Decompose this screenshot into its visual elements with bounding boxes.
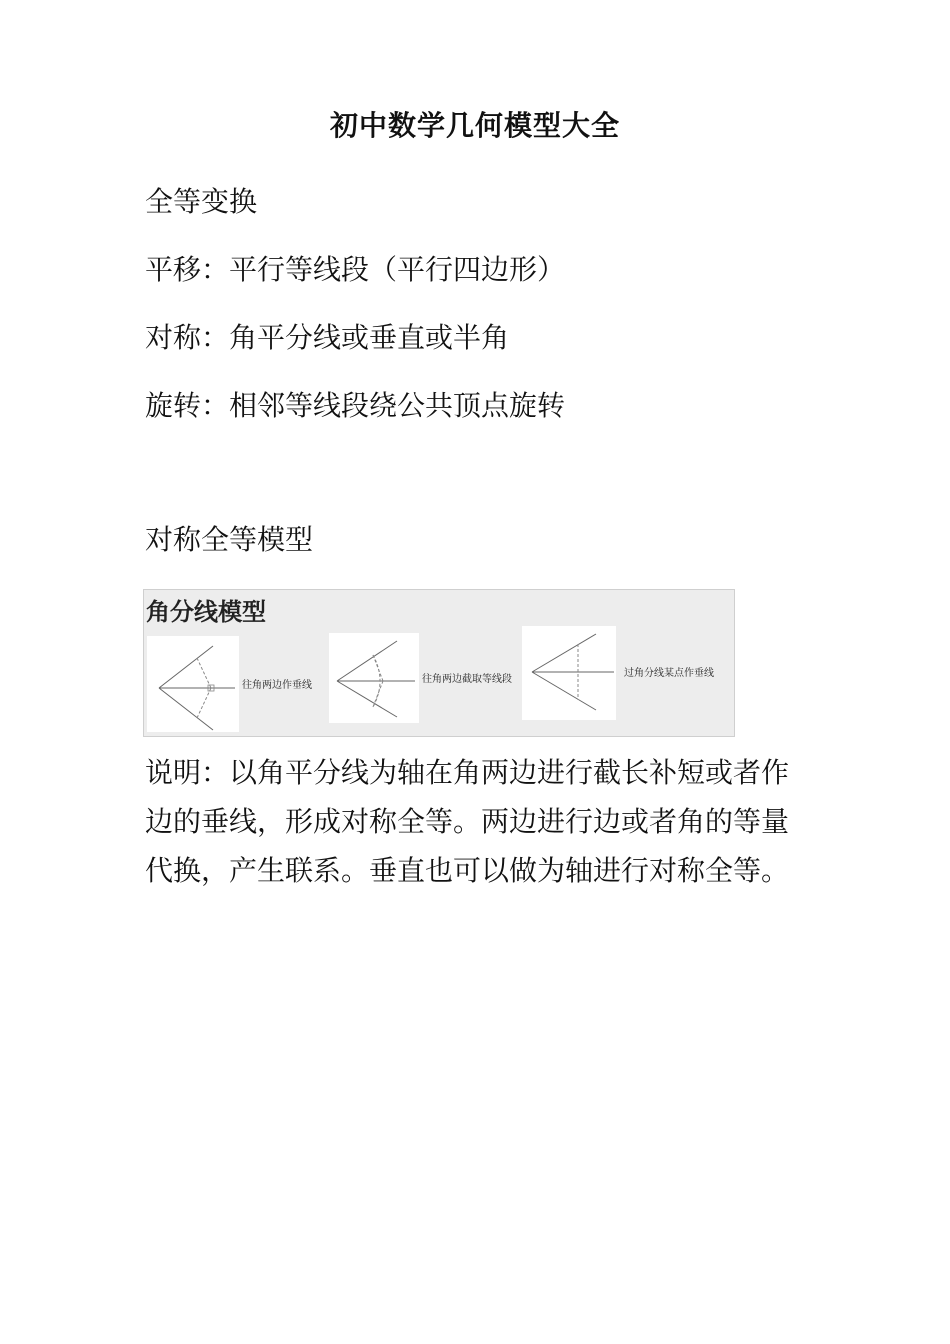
explanation-paragraph: 说明：以角平分线为轴在角两边进行截长补短或者作边的垂线，形成对称全等。两边进行边或者角的等量代换，产生联系。垂直也可以做为轴进行对称全等。 [145,756,790,887]
diagram-equal-segments [329,633,419,723]
diagram-perpendicular-on-bisector [522,626,616,720]
heading-congruent-transformations: 全等变换 [145,185,258,218]
angle-bisector-model-figure [143,589,735,737]
caption-equal-segments: 往角两边截取等线段 [422,674,512,685]
line-rotation: 旋转：相邻等线段绕公共顶点旋转 [145,389,566,422]
line-symmetry: 对称：角平分线或垂直或半角 [145,321,510,354]
line-translation: 平移：平行等线段（平行四边形） [145,253,566,286]
heading-symmetric-congruence-model: 对称全等模型 [145,523,314,556]
page-title: 初中数学几何模型大全 [329,109,620,142]
figure-title: 角分线模型 [146,598,266,626]
caption-perpendiculars: 往角两边作垂线 [242,680,312,691]
caption-perpendicular-on-bisector: 过角分线某点作垂线 [624,668,714,679]
diagram-perpendiculars [147,636,239,732]
